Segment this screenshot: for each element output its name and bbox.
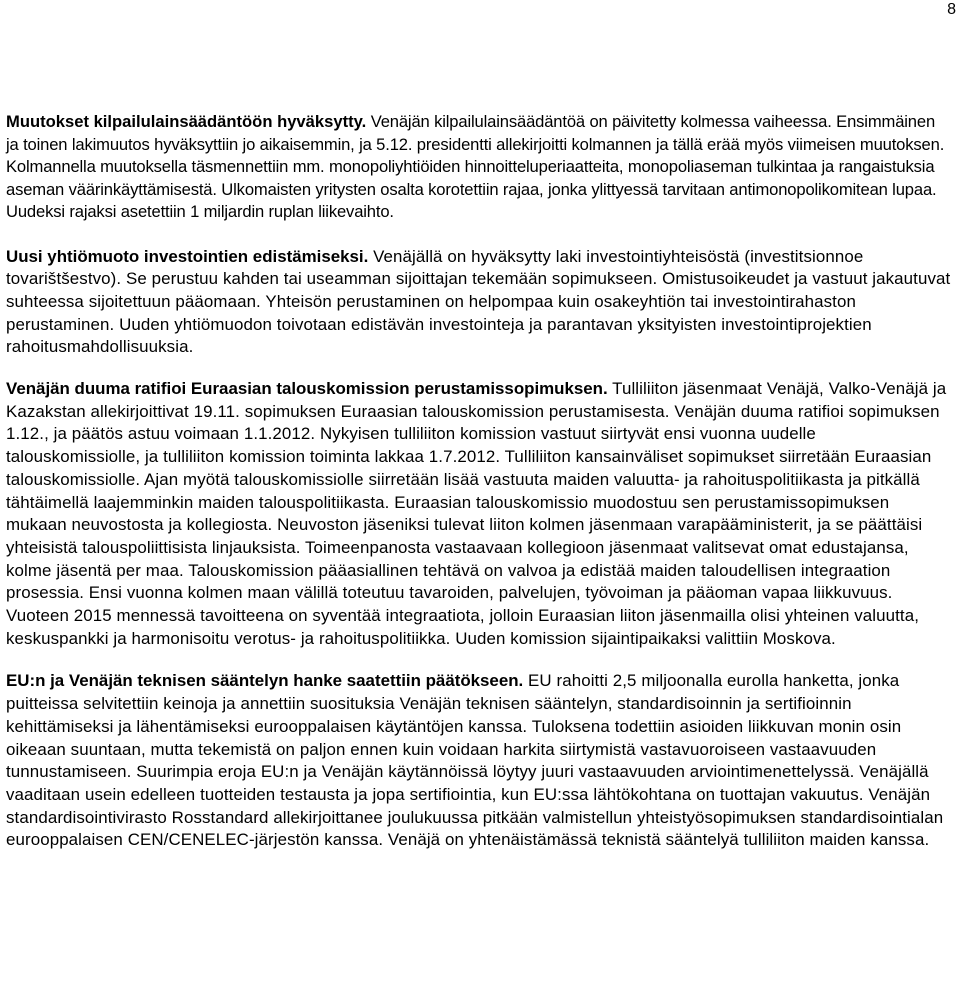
paragraph-heading: Venäjän duuma ratifioi Euraasian talouskomission perustamissopimuksen. [6, 379, 608, 399]
paragraph-text: EU rahoitti 2,5 miljoonalla eurolla hanketta, jonka puitteissa selvitettiin keinoja ja annettiin suosituksia Venäjän teknisen sääntelyn, standardisoinnin ja sertifioinnin kehittämiseksi ja lähentämiseksi eurooppalaisen käytäntöjen kanssa. Tuloksena todettiin asioiden liikkuvan monin osin oikeaan suuntaan, mutta tekemistä on paljon ennen kuin voidaan harkita siirtymistä vastavuoroiseen vastaavuuden tunnustamiseen. Suurimpia eroja EU:n ja Venäjän käytännöissä löytyy juuri vastaavuuden arviointimenettelyssä. Venäjällä vaaditaan usein edelleen tuotteiden testausta ja jopa sertifiointia, kun EU:ssa lähtökohtana on tuottajan vakuutus. Venäjän standardisointivirasto Rosstandard allekirjoittanee joulukuussa pitkään valmistellun yhteistyösopimuksen standardisointialan eurooppalaisen CEN/CENELEC-järjestön kanssa. Venäjä on yhtenäistämässä teknistä sääntelyä tulliliiton maiden kanssa. [6, 671, 944, 850]
paragraph-text: Venäjällä on hyväksytty laki investointiyhteisöstä (investitsionnoe tovarištšestvo). Se perustuu kahden tai useamman sijoittajan tekemään sopimukseen. Omistusoikeudet ja vastuut jakautuvat suhteessa sijoitettuun pääomaan. Yhteisön perustaminen on helpompaa kuin osakeyhtiön tai investointirahaston perustaminen. Uuden yhtiömuodon toivotaan edistävän investointeja ja parantavan yksityisten investointiprojektien rahoitusmahdollisuuksia. [6, 246, 951, 357]
paragraph-technical-regulation [6, 670, 952, 852]
paragraph-heading: Uusi yhtiömuoto investointien edistämiseksi. [6, 246, 369, 266]
paragraph-heading: EU:n ja Venäjän teknisen sääntelyn hanke saatettiin päätökseen. [6, 671, 524, 691]
paragraph-investment-partnership [6, 246, 952, 360]
page-number: 8 [947, 1, 956, 18]
paragraph-text: Tulliliiton jäsenmaat Venäjä, Valko-Venäjä ja Kazakstan allekirjoittivat 19.11. sopimuksen Euraasian talouskomission perustamisesta. Venäjän duuma ratifioi sopimuksen 1.12., ja päätös astuu voimaan 1.1.2012. Nykyisen tulliliiton komission vastuut siirtyvät ensi vuonna uudelle talouskomissiolle, ja tulliliiton komission toiminta lakkaa 1.7.2012. Tulliliiton kansainväliset sopimukset siirretään Euraasian talouskomissiolle. Ajan myötä talouskomissiolle siirretään lisää vastuuta maiden valuutta- ja rahoituspolitiikasta ja pitkällä tähtäimellä laajemminkin maiden talouspolitiikasta. Euraasian talouskomissio muodostuu sen perustamissopimuksen mukaan neuvostosta ja kollegiosta. Neuvoston jäseniksi tulevat liiton kolmen jäsenmaan varapääministerit, ja se päättäisi yhteisistä talouspoliittisista linjauksista. Toimeenpanosta vastaavaan kollegioon jäsenmaat valitsevat omat edustajansa, kolme jäsentä per maa. Talouskomission pääasiallinen tehtävä on valvoa ja edistää maiden taloudellisen integraation prosessia. Ensi vuonna kolmen maan välillä toteutuu tavaroiden, palvelujen, työvoiman ja pääoman vapaa liikkuvuus. Vuoteen 2015 mennessä tavoitteena on syventää integraatiota, jolloin Euraasian liiton jäsenmailla olisi yhteinen valuutta, keskuspankki ja harmonisoitu verotus- ja rahoituspolitiikka. Uuden komission sijaintipaikaksi valittiin Moskova. [6, 379, 947, 648]
paragraph-text: Venäjän kilpailulainsäädäntöä on päivitetty kolmessa vaiheessa. Ensimmäinen ja toinen lakimuutos hyväksyttiin jo aikaisemmin, ja 5.12. presidentti allekirjoitti kolmannen ja tällä erää myös viimeisen muutoksen. Kolmannella muutoksella täsmennettiin mm. monopoliyhtiöiden hinnoitteluperiaatteita, monopoliaseman tulkintaa ja rangaistuksia aseman väärinkäyttämisestä. Ulkomaisten yritysten osalta korotettiin rajaa, jonka ylittyessä tarvitaan antimonopolikomitean lupaa. Uudeksi rajaksi asetettiin 1 miljardin ruplan liikevaihto. [6, 112, 945, 221]
document-body [6, 111, 952, 873]
paragraph-eurasian-commission [6, 378, 952, 650]
paragraph-competition-law [6, 111, 952, 224]
paragraph-heading: Muutokset kilpailulainsäädäntöön hyväksytty. [6, 112, 367, 131]
